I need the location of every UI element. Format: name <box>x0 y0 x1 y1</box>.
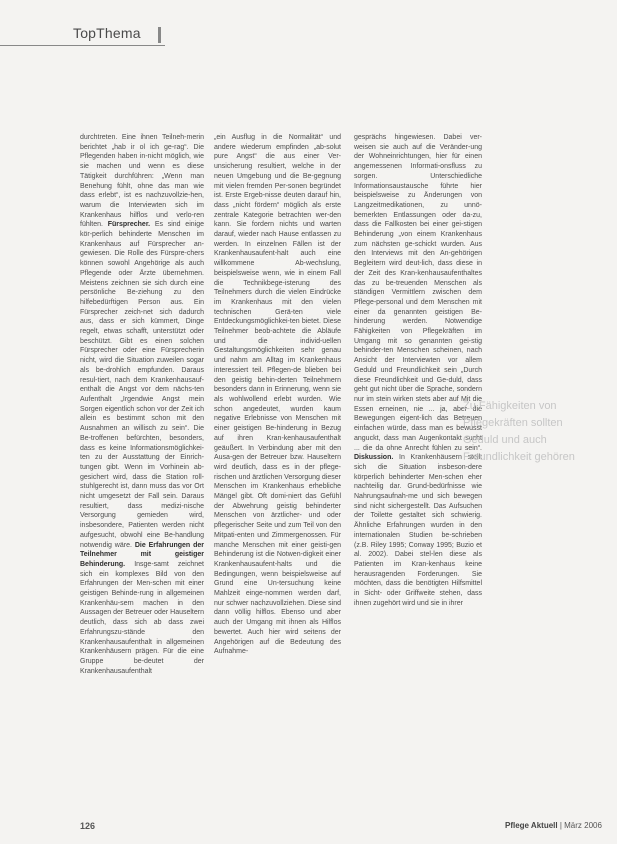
footer-separator: | <box>557 821 565 830</box>
pull-quote <box>463 398 617 466</box>
section-title: TopThema <box>73 25 141 41</box>
pull-quote-line: Freundlichkeit gehören <box>463 451 575 463</box>
paragraph-text: durchtreten. Eine ihnen Teilneh-merin berichtet „hab ir ol ich ge-rag“. Die Pflegenden haben in-nicht möglich, wie sie machen und wenn es diese Tätigkeit durchführen: „Wenn man Benehung fühlt, ohne das man wie dass erlebt“, ist es nachzuvollzie-hen, warum die Interviewten sich im Krankenhaus hilflos und verlo-ren fühlten. <box>80 134 204 229</box>
header-rule <box>0 45 165 46</box>
paragraph-text: Es sind einige kör-perlich behinderte Menschen im Krankenhaus auf Fürsprecher an-gewiesen. Die Rolle des Fürspre-chers können sowohl Angehörige als auch Pflegende oder Ärzte übernehmen. Meistens zeichnen sie sich durch eine persönliche Be-ziehung zu den hilfebedürftigen Person aus. Ein Fürsprecher zeich-net sich dadurch aus, dass er sich kümmert, Dinge regelt, etwas schafft, unterstützt oder beschützt. Gibt es einen solchen Fürsprecher oder eine Fürsprecherin nicht, wird die Situation zuweilen sogar als be-drohlich empfunden. Daraus resul-tiert, nach dem Krankenhausauf-enthalt die Angst vor dem nächs-ten Aufenthalt „Irgendwie Angst mein Sorgen eigentlich schon vor der Zeit ich allein es bestimmt schon mit den Ausnahmen an willisch zu sein“. Die Be-troffenen befürchten, besonders, dass es keine Informationsmöglichkei-ten zu der Ausstattung der Einrich-tungen gibt. Wenn im Vorhinein ab-gesichert wird, dass die Station roll-stuhlgerecht ist, dann muss das vor Ort nicht umgesetzt der Fall sein. Daraus resultiert, dass medizi-nische Versorgung gemieden wird, insbesondere, Patienten werden nicht aufgesucht, obwohl eine Be-handlung notwendig wäre. <box>80 221 204 549</box>
pull-quote-line: Pflegekräften sollten <box>463 417 563 429</box>
paragraph-heading: Diskussion. <box>354 454 399 462</box>
paragraph-text: „ein Ausflug in die Normalität“ und andere wiederum empfinden „ab-solut pure Angst“ die aus einer Ver-unsicherung resultiert, welche in der neuen Umgebung und die Be-gegnung mit vielen fremden Per-sonen begründet ist. Erste Ergeb-nisse deuten darauf hin, dass „nicht fördern“ möglich als erste zentrale Kategorie betrachten wer-den kann. Sie fordern nichts und warten darauf, wieder nach Hause entlassen zu werden. In einzelnen Fällen ist der Krankenhausaufent-halt auch eine willkommene Ab-wechslung, beispielsweise wenn, wie in einem Fall die Technikbege-isterung des Teilnehmers durch die vielen Eindrücke im Krankenhaus mit den vielen technischen Gerä-ten viele Entdeckungsmöglichkei-ten bietet. Diese Teilnehmer beob-achtete die Abläufe und die individ-uellen Gestaltungsmöglichkeiten sehr genau und nahm am Alltag im Krankenhaus interessiert teil. Pflegen-de blieben bei den geistig behin-derten Teilnehmern besonders dann in Erinnerung, wenn sie als wohlwollend erlebt wurden. Wie schon angedeutet, wurden kaum negative Erlebnisse von Menschen mit einer geistigen Be-hinderung in Bezug auf ihren Kran-kenhausaufenthalt geäußert. In Verbindung aber mit den Ausa-gen der Betreuer bzw. Hauseltern wird deutlich, dass es in der pflege-rischen und ärztlichen Versorgung dieser Menschen im Krankenhaus erhebliche Mängel gibt. Oft domi-niert das Gefühl der Abwehrung geistig behinderter Menschen von ärztlicher- und oder pflegerischer Seite und zum Teil von den Mitpati-enten und Zimmergenossen. Für manche Menschen mit einer geisti-gen Behinderung ist die Notwen-digkeit einer Krankenhausaufent-halts und die Bedingungen, wenn beispielsweise auf Grund eine Un-tersuchung keine Mahlzeit einge-nommen werden darf, nur schwer nachzuvollziehen. Diese sind dann völlig hilflos. Ebenso und aber auch der Umgang mit ihnen als Hilflos bewertet. Auch hier wird seitens der Angehörigen auf die Bedeutung des Aufnahme- <box>214 134 341 656</box>
paragraph-text: Insge-samt zeichnet sich ein komplexes Bild von den Erfahrungen der Men-schen mit einer geistigen Behinde-rung in allgemeinen Krankenhäu-sern machen in den Aussagen der Betreuer oder Hauseltern deutlich, dass sich ab dass zwei Erfahrungszu-stände den Krankenhausaufenthalt in allgemeinen Krankenhäusern prägen. Für die eine Gruppe be-deutet der Krankenhausaufenthalt <box>80 560 204 675</box>
page-number: 126 <box>80 821 96 831</box>
paragraph-heading: Die Erfahrungen der Teilnehmer mit geistiger Behinderung. <box>80 541 204 568</box>
section-title-mark <box>158 27 161 43</box>
footer-publication <box>505 821 602 830</box>
paragraph-text: In Krankenhäusern stellt sich die Situation insbeson-dere körperlich behinderter Men-schen eher nachteilig dar. Grund-bedürfnisse wie Nahrungsaufnah-me und sich bewegen sind nicht sichergestellt. Das Aufsuchen der Toilette gestaltet sich schwierig. Ähnliche Erfahrungen wurden in den internationalen Studien be-schrieben (z.B. Riley 1995; Conway 1995; Buzio et al. 2002). Dabei stel-len diese als Patienten im Kran-kenhaus keine herausragenden Forderungen. Sie möchten, dass die benötigten Hilfsmittel in Sicht- oder Griffweite stehen, dass ihnen zugehört wird und sie in ihrer <box>354 454 482 607</box>
paragraph-text: gesprächs hingewiesen. Dabei ver-weisen sie auch auf die Veränder-ung der Wohneinrichtungen, hier für einen angemessenen Informati-onsfluss zu sorgen. Unterschiedliche Informationsaustausche führte hier beispielsweise zu Änderungen von Langzeitmedikationen, zu unnö-bemerkten Entlassungen oder da-zu, dass die Fallkosten bei einer gei-stigen Behinderung „von einem Krankenhaus zum nächsten ge-schickt wurden. <box>354 134 482 248</box>
column-text <box>354 133 482 608</box>
article-column-2 <box>214 133 341 811</box>
paragraph-text: Aus den Interviews mit den An-gehörigen Begleitern wird deut-lich, dass diese in der Zeit des Kran-kenhausaufenthaltes das zu be-treuenden Menschen als ständigen Vermittlern zwischen dem Pflege-personal und dem Menschen mit einer da genannten geistigen Be-hinderung werden. Notwendige Fähigkeiten von Pflegekräften im Umgang mit so genannten gei-stig behinder-ten Menschen scheinen, nach Ansicht der Interviewten vor allem Geduld und Freundlichkeit sein „Durch diese Freundlichkeit und Ge-duld, dass geht gut nicht über die Sprache, sondern nur im stein wirken stets aber auf Mit die Essen erneinen, nie ... ja, aber die Bewegungen eigent-lich das Betreuen einfachen würde, dass man es bewusst anguckt, dass man Augenkontakt sucht ... die da ohne Anrecht fühlen zu sein“. <box>354 240 482 452</box>
issue-date: März 2006 <box>564 821 602 830</box>
column-text <box>80 133 204 676</box>
magazine-name: Pflege Aktuell <box>505 821 558 830</box>
pull-quote-line: Zu Fähigkeiten von <box>463 400 557 412</box>
pull-quote-line: Geduld und auch <box>463 434 547 446</box>
article-column-1 <box>80 133 204 811</box>
paragraph-heading: Fürsprecher. <box>107 221 155 229</box>
column-text <box>214 133 341 657</box>
article-column-3 <box>354 133 482 811</box>
